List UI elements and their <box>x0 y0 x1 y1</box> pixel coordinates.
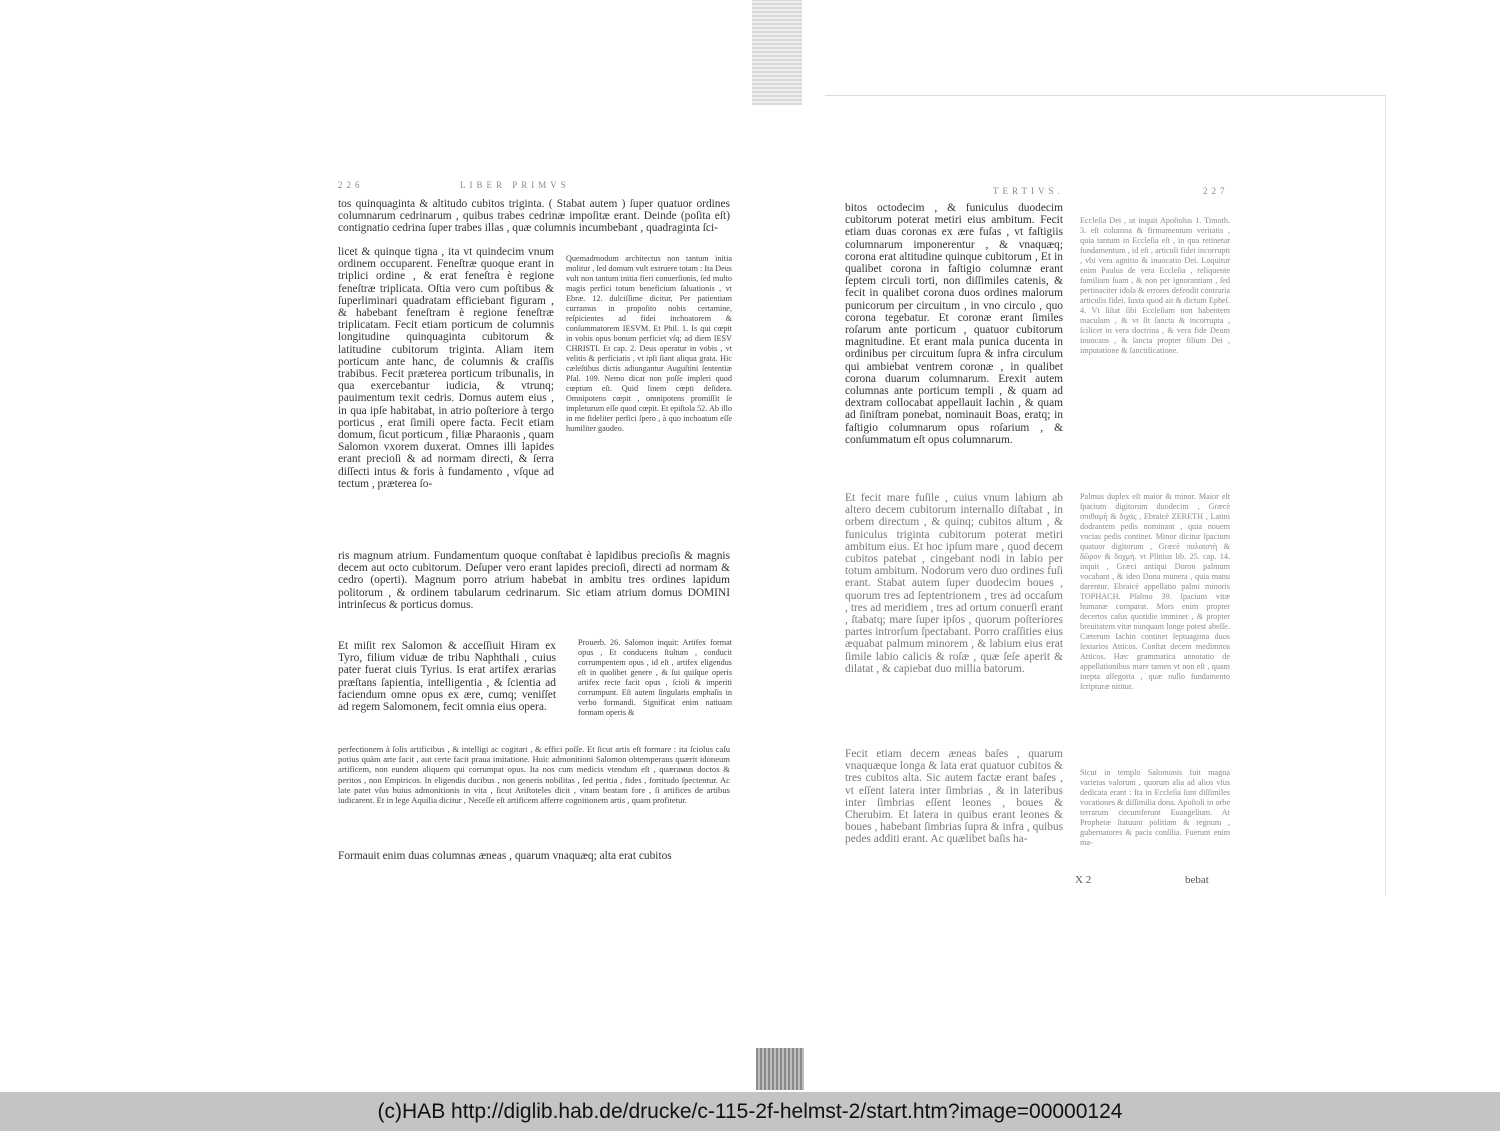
footer-credit: (c)HAB http://diglib.hab.de/drucke/c-115-2f-helmst-2/start.htm?image=00000124 <box>377 1099 1123 1123</box>
left-note-continuation: perfectionem à ſolis artificibus , & intelligi ac cogitari , & effici poſſe. Et ſicut artis eſt formare : ita ſciolus caſu potius quàm arte facit , aut certe facit praua imitatione. Huic admonitioni Salomon obtemperans quærit idoneum artificem, non eundem aliquem qui corrumpat opus. Ita nos cum medicis vtendum eſt , quærамus doctos & peritos , non Empiricos. In eligendis ducibus , non generis nobilitas , ſed peritia , fides , fortitudo ſpectentur. Ac late patet vſus huius admonitionis in vita , ſicut Ariſtoteles dicit , vitam beatam fore , ſi artifices de artibus iudicarent. Et in lege Aquilia dicitur , Neceſſe eſt artificem afferre cognitionem artis , quam profitetur. <box>338 744 730 806</box>
gutter-scan-strip-top <box>752 0 802 105</box>
footer-bar <box>0 1092 1500 1131</box>
left-margin-note-1: Quemadmodum architectus non tantum initia molitur , ſed domum vult extruere totam : Ita Deus vult non tantum initia fieri conuerſionis, ſed multo magis perfici totum beneficium ſaluationis , vt Ebræ. 12. dulciſſime dicitur, Per patientiam curramus in propoſito nobis certamine, reſpicientes ad fidei inchoatorem & conſummatorem IESVM. Et Phil. 1. Is qui cœpit in vobis opus bonum perficiet vſq; ad diem IESV CHRISTI. Et cap. 2. Deus operatur in vobis , vt velitis & perficiatis , vt ipſi ſiant aliqua grata. Hic cæleſtibus dictis adiungantur Auguſtini ſententiæ Pſal. 109. Nemo dicat non poſſe impleri quod cœptum eſt. Quid linem cœpti deſidera. Omnipotens cœpit , omnipotens promiſſit ſe impleturum eſſe quod cœpit. Et epiſtola 52. Ab illo in me fideliter perfici ſpero , à quo inchoatum eſſe humiliter gaudeo. <box>566 254 732 433</box>
right-page-number: 227 <box>1203 186 1229 196</box>
left-margin-note-2: Prouerb. 26. Salomon inquit: Artifex format opus , Et conducens ſtultum , conducit corrumpentem opus , id eſt , artifex eligendus eſt in quolibet genere , & ſui quiſque operis artifex recte facit opus , ſcioli & imperiti corrumpunt. Eſt autem ſingularis emphaſis in verbo formandi. Significat enim natiuam formam operis & <box>578 638 732 717</box>
right-para1: bitos octodecim , & funiculus duodecim cubitorum poterat metiri eius ambitum. Fecit etiam duas coronas ex ære fuſas , vt faſtigiis columnarum imponerentur , & vnaquæq; corona erat altitudine quinque cubitorum , Et in qualibet corona in faſtigio columnæ erant ſeptem circuli torti, non diſſimiles catenis, & fecit in qualibet corona duos ordines malorum punicorum per circuitum , in vno circulo , quo corona tegebatur. Et coronæ erant ſimiles roſarum ante porticum , quatuor cubitorum magnitudine. Et erant mala punica ducenta in ordinibus per circuitum ſupra & infra circulum qui ambiebat ventrem coronæ , in qualibet corona duarum columnarum. Erexit autem columnas ante porticum templi , & quam ad dextram collocabat appellauit Iachin , & quam ad ſiniſtram ponebat, nominauit Boas, eratq; in faſtigio columnarum opus roſarium , & conſummatum eſt opus columnarum. <box>845 202 1063 446</box>
left-para2: Et miſit rex Salomon & acceſſiuit Hiram ex Tyro, filium viduæ de tribu Naphthali , cuius pater fuerat ciuis Tyrius. Is erat artifex ærarias præſtans ſapientia, intelligentia , & ſcientia ad faciendum omne opus ex ære, cumq; veniſſet ad regem Salomonem, fecit omnia eius opera. <box>338 640 556 714</box>
left-page-number: 226 <box>338 180 364 190</box>
right-page <box>825 95 1386 896</box>
gutter-scan-strip-bottom <box>756 1048 804 1090</box>
left-para1-bottom: ris magnum atrium. Fundamentum quoque conſtabat è lapidibus precioſis & magnis decem aut octo cubitorum. Deſuper vero erant lapides precioſi, directi ad normam & cedro (operti). Magnum porro atrium habebat in ambitu tres ordines lapidum politorum , & ordinem tabularum cedrinarum. Sic etiam atrium domus DOMINI intrinſecus & porticus domus. <box>338 550 730 611</box>
right-margin-note-2: Palmus duplex eſt maior & minor. Maior eſt ſpacium digitorum duodecim , Græcè σπιθαμή & διχάς , Ebraicè ZERETH , Latini dodrantem pedis nominant , quia nouem vncias pedis continet. Minor dicitur ſpacium quatuor digitorum , Græcè παλαιστὴ & δῶρον & δοχμή. vt Plinius lib. 25. cap. 14. inquit , Græci antiqui Doron palmum vocabant , & ideo Dona munera , quia manu darentur. Ebraicè appellatio palmi minoris TOPHACH. Pſalmo 39. ſpacium vitæ humanæ comparat. Mors enim propter decertos caſus quotidie imminet , & propter breuitatem vitæ nunquam longe potest abeſſe. Cæterum Iachin continet ſeptuaginta duos ſextarios Atticos. Conſtat decem medimnos Atticos. Hæc grammatica annotatio de appellationibus mare tamen vt non eſt , quam inepta allegoria , quæ nullo fundamento ſcripturæ nititur. <box>1080 492 1230 691</box>
left-para1-top: tos quinquaginta & altitudo cubitos triginta. ( Stabat autem ) ſuper quatuor ordines columnarum cedrinarum , quibus trabes cedrinæ impoſitæ erant. Deinde (poſita eſt) contignatio cedrina ſuper trabes illas , quæ columnis incumbebant , quadraginta ſci- <box>338 198 730 235</box>
left-page <box>320 150 750 890</box>
right-margin-note-3: Sicut in templo Salomonis fuit magna varietas vaſorum , quorum alia ad alios vſus dedicata erant : Ita in Eccleſia ſunt diſſimiles vocationes & diſſimilia dona. Apoſtoli in orbe terrarum circumferunt Euangelium. At Prophetæ ſtatuunt politiam & regnum , gubernatores & pacis conſilia. Fuerunt enim ma- <box>1080 768 1230 847</box>
left-para3: Formauit enim duas columnas æneas , quarum vnaquæq; alta erat cubitos <box>338 850 672 862</box>
right-running-head: TERTIVS. <box>993 186 1064 196</box>
right-catchword: bebat <box>1185 874 1209 886</box>
right-signature-mark: X 2 <box>1075 874 1092 886</box>
right-margin-note-1: Eccleſia Dei , ut inquit Apoſtolus 1. Timoth. 3. eſt columna & firmamentum veritatis , quia tantum in Eccleſia eſt , in qua retinetur fundamentum , id eſt , articuli fidei incorrupti , vbi vera agnitio & inuocatio Dei. Loquitur enim Paulus de vera Eccleſia , reliquente familiam ſuam , & non per ignorantiam , ſed pertinaciter idola & errores defendit contraria articulis fidei. Iuxta quod ait & dictum Epheſ. 4. Vt ſiſtat ſibi Eccleſiam non habentem maculam , & vt ſit ſancta & incorrupta , ſcilicet in vera doctrina , & vera fide Deum inuocans , & ſancta propter filium Dei , imputatione & ſanctificatione. <box>1080 216 1230 355</box>
left-para1-column: licet & quinque tigna , ita vt quindecim vnum ordinem occuparent. Feneſtræ quoque erant in triplici ordine , & erat feneſtra è regione feneſtræ triplicata. Oſtia vero cum poſtibus & ſuperliminari quadratam efficiebant figuram , & habebant feneſtram è regione feneſtræ triplicatam. Fecit etiam porticum de columnis longitudine quinquaginta cubitorum & latitudine cubitorum triginta. Aliam item porticum ante hanc, de columnis & craſſis trabibus. Fecit præterea porticum tribunalis, in qua exercebantur iudicia, & vtrunq; pauimentum texit cedris. Domus autem eius , in qua ipſe habitabat, in atrio poſteriore à tergo porticus , erat ſimili opere facta. Fecit etiam domum, ſicut porticum , filiæ Pharaonis , quam Salomon vxorem duxerat. Omnes illi lapides erant precioſi & ad normam directi, & ſerra diſſecti intus & foris à fundamento , vſque ad tectum , præterea ſo- <box>338 246 554 490</box>
right-para2: Et fecit mare fuſile , cuius vnum labium ab altero decem cubitorum internallo diſtabat , in orbem directum , & quinq; cubitos altum , & funiculus triginta cubitorum poterat metiri ambitum eius. Et hoc ipſum mare , quod decem cubitos patebat , cingebant nodi in labio per totum ambitum. Nodorum vero duo ordines fuſi erant. Stabat autem ſuper duodecim boues , quorum tres ad ſeptentrionem , tres ad occaſum , tres ad meridiem , tres ad ortum conuerſi erant , ſtabatq; mare ſuper ipſos , quorum poſteriores partes introrſum ſpectabant. Porro craſſities eius æquabat palmum minorem , & labium eius erat ſimile labio calicis & roſæ , quæ ſeſe aperit & dilatat , & capiebat duo millia batorum. <box>845 492 1063 675</box>
left-running-head: LIBER PRIMVS <box>460 180 570 190</box>
right-para3: Fecit etiam decem æneas baſes , quarum vnaquæque longa & lata erat quatuor cubitos & tres cubitos alta. Sic autem factæ erant baſes , vt eſſent latera inter ſimbrias , & in lateribus inter ſimbrias eſſent leones , boues & Cherubim. Et latera in quibus erant leones & boues , habebant ſimbrias ſupra & infra , quibus pedes additi erant. Ac quælibet baſis ha- <box>845 748 1063 846</box>
